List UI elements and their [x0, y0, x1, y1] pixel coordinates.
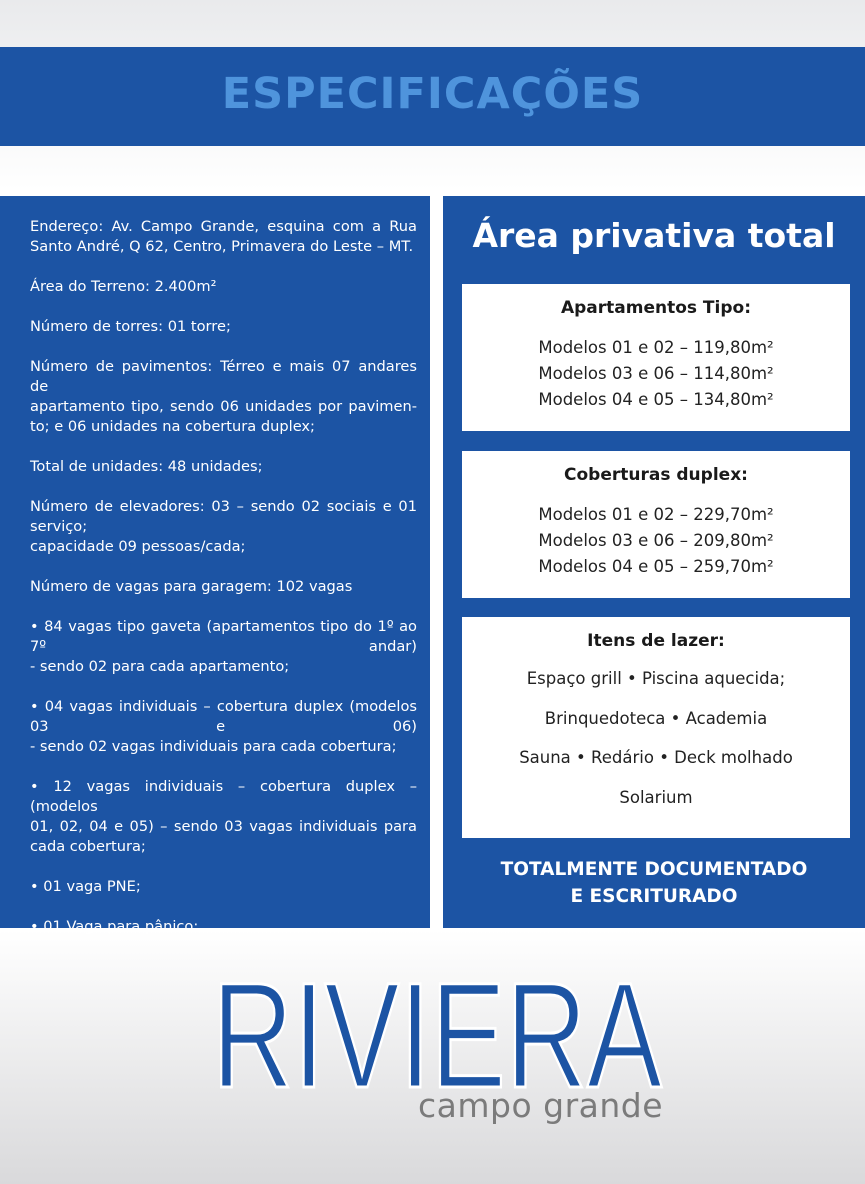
specifications-panel [0, 196, 430, 935]
spec-line: Santo André, Q 62, Centro, Primavera do Leste – MT. [30, 238, 414, 255]
apartment-types-heading: Apartamentos Tipo: [560, 298, 752, 318]
apartment-model-line: Modelos 03 e 06 – 114,80m² [538, 364, 774, 383]
apartment-model-line: Modelos 01 e 02 – 119,80m² [538, 338, 774, 357]
spec-item [30, 617, 417, 677]
spec-line: • 04 vagas individuais – cobertura duplex (modelos [30, 698, 417, 715]
spec-line: Número de elevadores: 03 – sendo 02 sociais e 01 [30, 498, 417, 515]
spec-item [30, 697, 417, 757]
spec-item [30, 497, 417, 557]
leisure-line: Sauna • Redário • Deck molhado [519, 748, 793, 767]
spec-item [30, 577, 417, 597]
duplex-heading: Coberturas duplex: [564, 465, 748, 485]
spec-line: Área do Terreno: 2.400m² [30, 278, 217, 295]
spec-line: - sendo 02 para cada apartamento; [30, 658, 290, 675]
spec-item [30, 777, 417, 857]
duplex-model-line: Modelos 03 e 06 – 209,80m² [538, 531, 774, 550]
spec-line: 7º andar) [30, 638, 417, 655]
spec-line: Número de torres: 01 torre; [30, 318, 231, 335]
page-title: ESPECIFICAÇÕES [221, 69, 644, 119]
logo-wordmark: RIVIERA [212, 962, 662, 1092]
spec-item [30, 877, 417, 897]
logo-subtitle: campo grande [418, 1086, 664, 1125]
spec-item [30, 217, 417, 257]
spec-item [30, 457, 417, 477]
riviera-logo [207, 962, 667, 1092]
duplex-box [462, 451, 850, 598]
spec-item [30, 277, 417, 297]
area-title: Área privativa total [472, 216, 836, 255]
apartment-model-line: Modelos 04 e 05 – 134,80m² [538, 390, 774, 409]
leisure-heading: Itens de lazer: [587, 631, 725, 651]
spec-line: to; e 06 unidades na cobertura duplex; [30, 418, 315, 435]
duplex-model-line: Modelos 01 e 02 – 229,70m² [538, 505, 774, 524]
spec-line: 01, 02, 04 e 05) – sendo 03 vagas individuais para [30, 818, 417, 835]
spec-item [30, 317, 417, 337]
leisure-box [462, 617, 850, 838]
spec-line: Número de vagas para garagem: 102 vagas [30, 578, 353, 595]
spec-line: apartamento tipo, sendo 06 unidades por pavimen- [30, 398, 417, 415]
leisure-line: Espaço grill • Piscina aquecida; [526, 669, 786, 688]
spec-line: serviço; [30, 518, 88, 535]
documentation-note-line: E ESCRITURADO [570, 886, 738, 907]
spec-item [30, 357, 417, 437]
spec-list [30, 217, 417, 957]
documentation-note-line: TOTALMENTE DOCUMENTADO [500, 859, 808, 880]
spec-line: • 84 vagas tipo gaveta (apartamentos tipo do 1º ao [30, 618, 417, 635]
spec-line: Endereço: Av. Campo Grande, esquina com a Rua [30, 218, 417, 235]
spec-line: 03 e 06) [30, 718, 417, 735]
spec-line: • 12 vagas individuais – cobertura duplex – (modelos [30, 778, 417, 815]
spec-line: • 01 vaga PNE; [30, 878, 141, 895]
spec-line: • 01 Vaga para pânico; [30, 918, 199, 935]
spec-item [30, 917, 417, 937]
leisure-line: Brinquedoteca • Academia [544, 708, 768, 728]
spec-line: Número de pavimentos: Térreo e mais 07 andares de [30, 358, 417, 395]
leisure-line: Solarium [619, 787, 693, 807]
area-panel [443, 196, 865, 928]
apartment-types-box [462, 284, 850, 431]
duplex-model-line: Modelos 04 e 05 – 259,70m² [538, 557, 774, 576]
spec-line: Total de unidades: 48 unidades; [30, 458, 263, 475]
documentation-note [443, 856, 865, 910]
spec-line: cada cobertura; [30, 838, 146, 855]
spec-line: - sendo 02 vagas individuais para cada cobertura; [30, 738, 397, 755]
spec-line: capacidade 09 pessoas/cada; [30, 538, 246, 555]
